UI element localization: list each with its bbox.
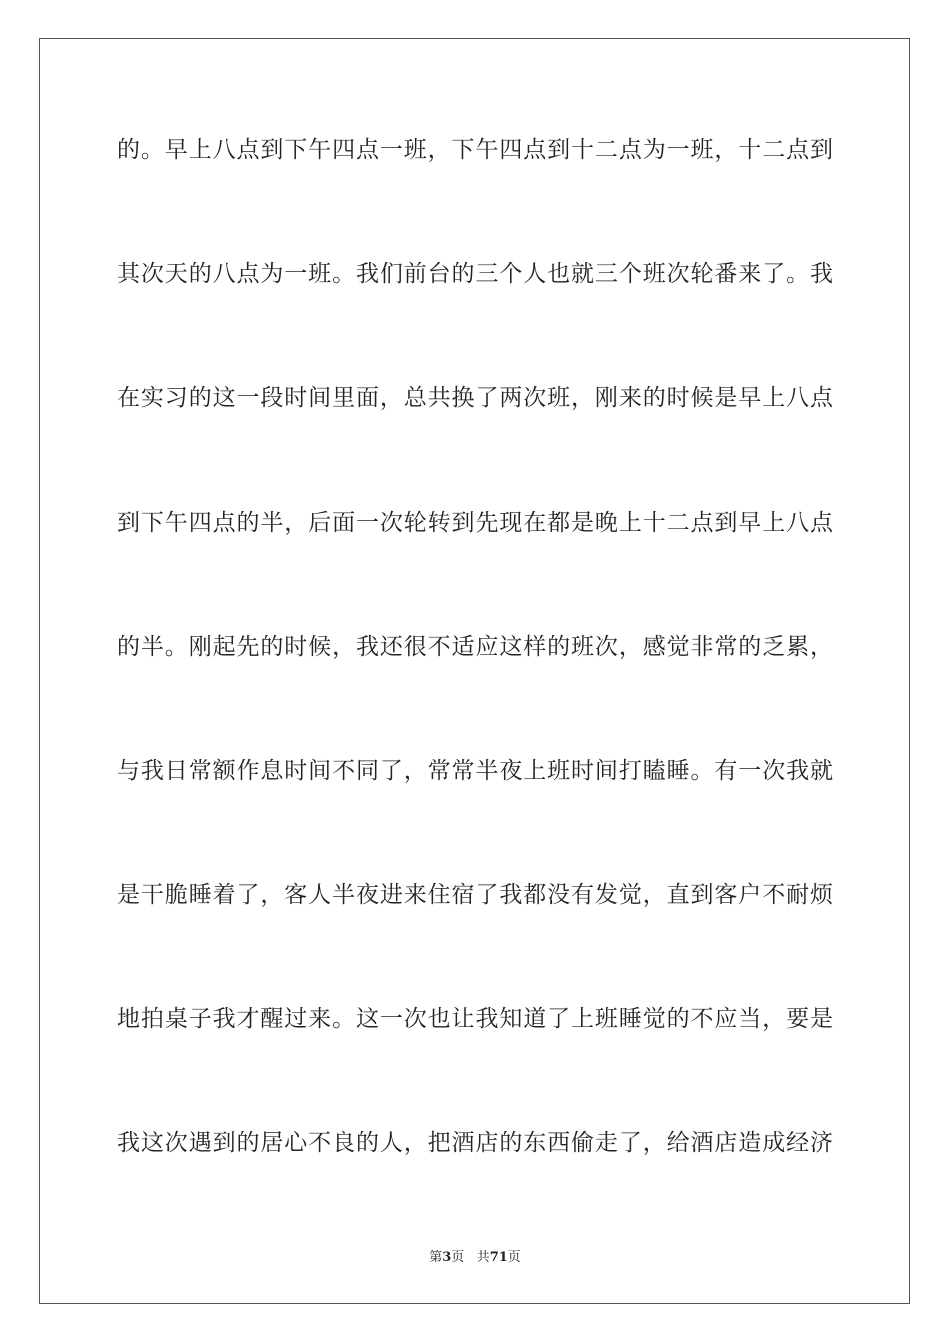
page-footer [0,1246,950,1265]
text-line: 是干脆睡着了，客人半夜进来住宿了我都没有发觉，直到客户不耐烦 [117,882,833,908]
text-line: 与我日常额作息时间不同了，常常半夜上班时间打瞌睡。有一次我就 [117,758,833,784]
text-line: 我这次遇到的居心不良的人，把酒店的东西偷走了，给酒店造成经济 [117,1130,833,1156]
total-pages-number: 71 [489,1250,508,1265]
total-prefix: 共 [476,1250,490,1265]
page-suffix: 页 [451,1250,465,1265]
total-suffix: 页 [507,1250,521,1265]
text-line: 的。早上八点到下午四点一班，下午四点到十二点为一班，十二点到 [117,137,833,163]
text-line: 的半。刚起先的时候，我还很不适应这样的班次，感觉非常的乏累， [117,634,833,660]
text-line: 地拍桌子我才醒过来。这一次也让我知道了上班睡觉的不应当，要是 [117,1006,833,1032]
text-line: 在实习的这一段时间里面，总共换了两次班，刚来的时候是早上八点 [117,385,833,411]
text-line: 到下午四点的半，后面一次轮转到先现在都是晚上十二点到早上八点 [117,510,833,536]
page-border [39,38,910,1304]
page-prefix: 第 [429,1250,443,1265]
text-line: 其次天的八点为一班。我们前台的三个人也就三个班次轮番来了。我 [117,261,833,287]
current-page-number: 3 [442,1250,452,1265]
